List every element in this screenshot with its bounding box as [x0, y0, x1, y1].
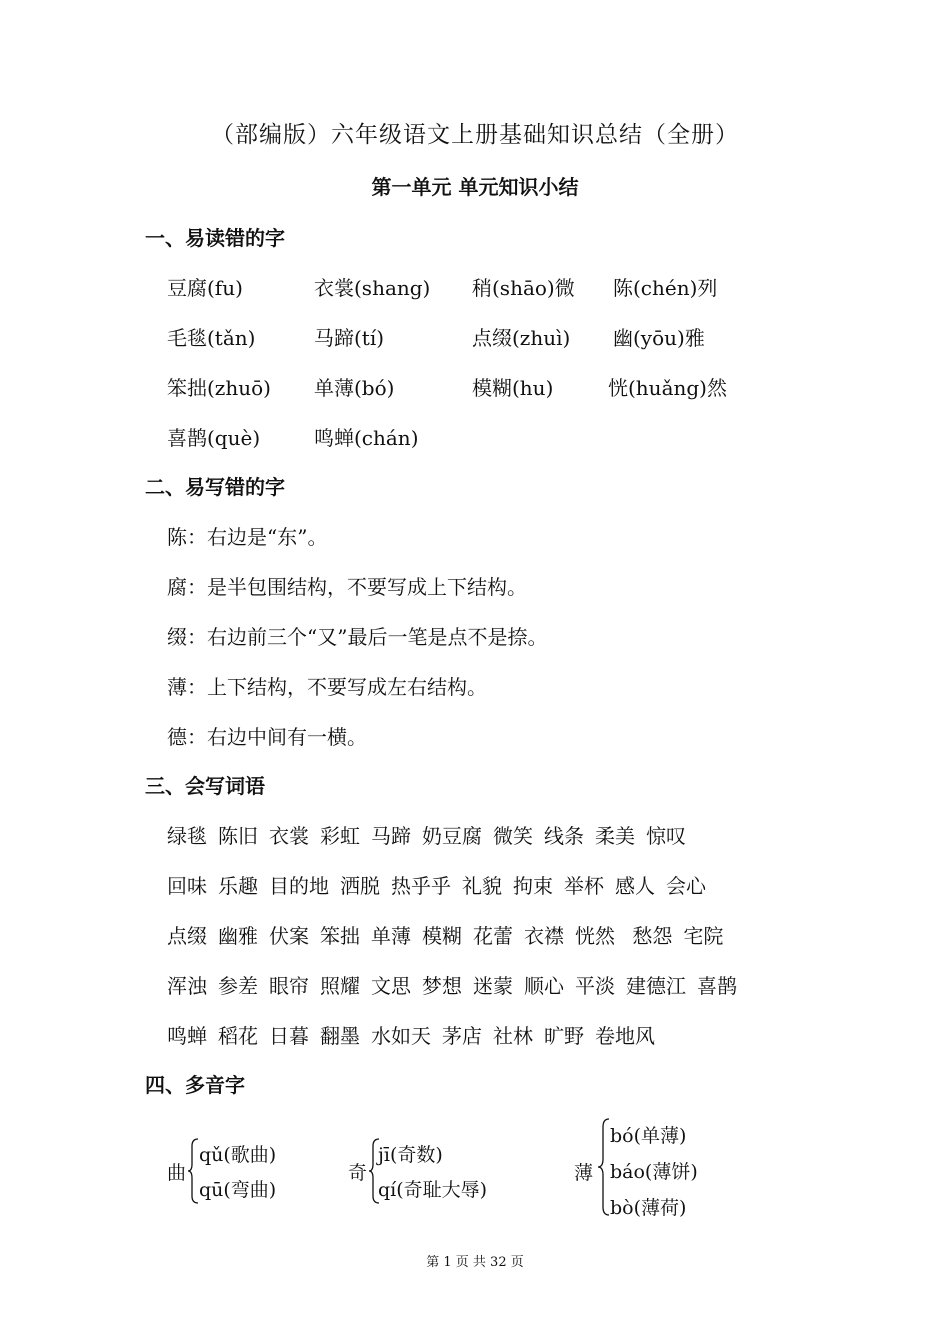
vocab-word: 感人: [615, 874, 655, 898]
misread-item: 衣裳(shang): [314, 276, 431, 300]
vocab-word: 举杯: [564, 874, 604, 898]
vocab-word: 照耀: [320, 974, 360, 998]
section-heading-miswritten: 二、易写错的字: [145, 475, 285, 499]
vocab-word: 热乎乎: [391, 874, 451, 898]
section-heading-polyphonic: 四、多音字: [145, 1073, 245, 1097]
vocab-word: 翻墨: [320, 1024, 360, 1048]
polyphone-reading: qū(弯曲): [199, 1179, 277, 1201]
vocab-word: 宅院: [683, 924, 724, 948]
polyphone-group: [574, 1112, 734, 1222]
vocab-word: 稻花: [218, 1024, 258, 1048]
vocab-word: 幽雅: [218, 924, 258, 948]
vocab-word: 茅店: [442, 1024, 482, 1048]
vocab-word: 迷蒙: [473, 974, 513, 998]
misread-item: 恍(huǎng)然: [608, 376, 727, 400]
document-title: （部编版）六年级语文上册基础知识总结（全册）: [211, 122, 739, 148]
vocab-word: 柔美: [595, 824, 635, 848]
vocab-word: 鸣蝉: [167, 1024, 207, 1048]
unit-subtitle: 第一单元 单元知识小结: [371, 175, 579, 199]
vocab-word: 拘束: [513, 874, 553, 898]
misread-item: 马蹄(tí): [314, 326, 385, 350]
vocab-word: 旷野: [544, 1024, 584, 1048]
miswritten-note: 陈：右边是“东”。: [167, 525, 328, 549]
vocab-word: 浑浊: [167, 974, 207, 998]
vocab-word: 回味: [167, 874, 207, 898]
vocab-row: [167, 870, 717, 899]
vocab-word: 水如天: [371, 1024, 431, 1048]
misread-item: 毛毯(tǎn): [167, 326, 256, 350]
vocab-word: 马蹄: [371, 824, 411, 848]
section-heading-misread: 一、易读错的字: [145, 226, 285, 250]
miswritten-note: 薄：上下结构，不要写成左右结构。: [167, 675, 487, 699]
misread-row: [0, 322, 950, 352]
vocab-word: 建德江: [626, 974, 686, 998]
vocab-word: 日暮: [269, 1024, 309, 1048]
vocab-word: 目的地: [269, 874, 329, 898]
vocab-row: [167, 820, 697, 849]
miswritten-note: 德：右边中间有一横。: [167, 725, 367, 749]
polyphone-reading: báo(薄饼): [610, 1161, 698, 1183]
vocab-word: 喜鹊: [697, 974, 737, 998]
misread-item: 单薄(bó): [314, 376, 395, 400]
vocab-word: 点缀: [167, 924, 207, 948]
miswritten-note: 缀：右边前三个“又”最后一笔是点不是捺。: [167, 625, 548, 649]
vocab-word: 微笑: [493, 824, 533, 848]
vocab-word: 会心: [666, 874, 706, 898]
misread-item: 稍(shāo)微: [472, 276, 575, 300]
misread-row: [0, 272, 950, 302]
vocab-word: 伏案: [269, 924, 309, 948]
vocab-row: [167, 920, 734, 949]
misread-item: 模糊(hu): [472, 376, 554, 400]
vocab-word: 惊叹: [646, 824, 686, 848]
vocab-word: 恍然: [575, 924, 615, 948]
misread-item: 喜鹊(què): [167, 426, 261, 450]
vocab-word: 衣襟: [524, 924, 564, 948]
misread-item: 豆腐(fu): [167, 276, 243, 300]
misread-item: 笨拙(zhuō): [167, 376, 271, 400]
vocab-word: 顺心: [524, 974, 564, 998]
misread-item: 陈(chén)列: [613, 276, 718, 300]
vocab-word: 单薄: [371, 924, 411, 948]
polyphone-reading: jī(奇数): [378, 1144, 443, 1166]
misread-item: 鸣蝉(chán): [314, 426, 419, 450]
vocab-word: 奶豆腐: [422, 824, 482, 848]
vocab-word: 绿毯: [167, 824, 207, 848]
vocab-word: 笨拙: [320, 924, 360, 948]
page-footer: 第 1 页 共 32 页: [426, 1255, 524, 1270]
polyphone-group: [167, 1112, 297, 1212]
polyphone-char: 曲: [167, 1162, 187, 1184]
vocab-word: 卷地风: [595, 1024, 655, 1048]
polyphone-group: [348, 1112, 518, 1212]
polyphone-char: 薄: [574, 1162, 594, 1184]
miswritten-note: 腐：是半包围结构，不要写成上下结构。: [167, 575, 527, 599]
vocab-word: 礼貌: [462, 874, 502, 898]
vocab-word: 愁怨: [626, 924, 673, 948]
vocab-row: [167, 970, 748, 999]
polyphone-reading: bó(单薄): [610, 1125, 687, 1147]
vocab-word: 平淡: [575, 974, 615, 998]
vocab-word: 社林: [493, 1024, 533, 1048]
vocab-word: 线条: [544, 824, 584, 848]
vocab-word: 彩虹: [320, 824, 360, 848]
vocab-row: [167, 1020, 666, 1049]
section-heading-vocabulary: 三、会写词语: [145, 774, 265, 798]
misread-row: [0, 422, 950, 452]
vocab-word: 梦想: [422, 974, 462, 998]
polyphone-reading: qǔ(歌曲): [199, 1144, 277, 1166]
vocab-word: 参差: [218, 974, 258, 998]
vocab-word: 文思: [371, 974, 411, 998]
misread-row: [0, 372, 950, 402]
brace-icon: [597, 1118, 610, 1216]
polyphone-char: 奇: [348, 1162, 368, 1184]
vocab-word: 花蕾: [473, 924, 513, 948]
vocab-word: 模糊: [422, 924, 462, 948]
vocab-word: 衣裳: [269, 824, 309, 848]
vocab-word: 洒脱: [340, 874, 380, 898]
vocab-word: 陈旧: [218, 824, 258, 848]
misread-item: 点缀(zhuì): [472, 326, 571, 350]
polyphone-reading: qí(奇耻大辱): [378, 1179, 488, 1201]
vocab-word: 眼帘: [269, 974, 309, 998]
misread-item: 幽(yōu)雅: [613, 326, 705, 350]
brace-icon: [187, 1138, 199, 1204]
polyphone-reading: bò(薄荷): [610, 1197, 687, 1219]
vocab-word: 乐趣: [218, 874, 258, 898]
